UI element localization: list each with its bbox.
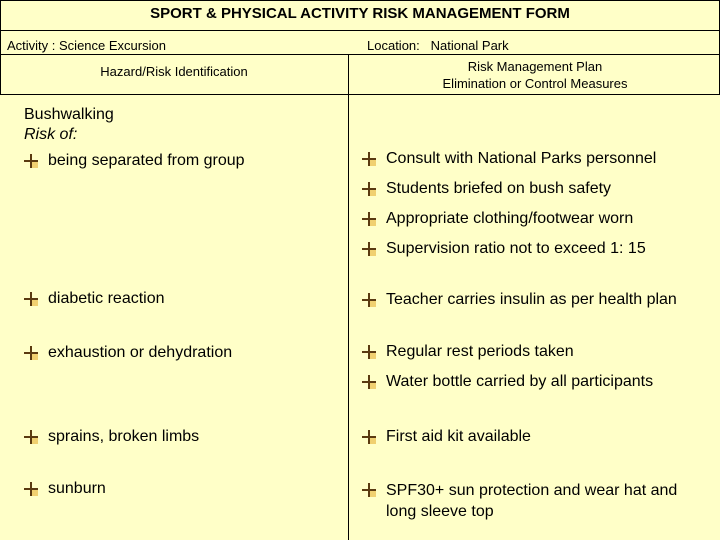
measure-text: Teacher carries insulin as per health plan: [386, 291, 677, 308]
measure-item: [362, 343, 574, 361]
risk-item: [24, 290, 165, 308]
risk-text: being separated from group: [48, 152, 245, 169]
measure-text: Students briefed on bush safety: [386, 180, 612, 197]
risk-item: [24, 152, 245, 170]
plan-column-header: Risk Management Plan: [467, 59, 603, 74]
bullet-marker-icon: [24, 346, 38, 360]
bullet-marker-icon: [24, 430, 38, 444]
bullet-marker-icon: [362, 212, 376, 226]
bullet-marker-icon: [362, 182, 376, 196]
measure-item: [362, 150, 656, 168]
info-divider: [0, 54, 720, 55]
title-divider: [0, 30, 720, 31]
activity-label: Activity : Science Excursion: [7, 38, 166, 53]
bullet-marker-icon: [24, 154, 38, 168]
bullet-marker-icon: [362, 430, 376, 444]
plan-column-subheader: Elimination or Control Measures: [442, 76, 628, 91]
risk-item: [24, 344, 232, 362]
risk-item: [24, 428, 199, 446]
bullet-marker-icon: [24, 482, 38, 496]
column-divider: [348, 54, 349, 540]
bullet-marker-icon: [362, 345, 376, 359]
measure-text: Regular rest periods taken: [386, 343, 574, 360]
measure-text: Consult with National Parks personnel: [386, 150, 657, 167]
risk-text: diabetic reaction: [48, 290, 165, 307]
measure-item: [362, 373, 653, 391]
measure-item: [362, 180, 611, 198]
measure-text: SPF30+ sun protection and wear hat and long sleeve top: [386, 482, 678, 520]
bullet-marker-icon: [362, 483, 376, 497]
measure-item: [362, 240, 646, 258]
form-title: SPORT & PHYSICAL ACTIVITY RISK MANAGEMENT FORM: [150, 5, 570, 22]
section-subtitle: Risk of:: [24, 126, 78, 143]
measure-text: Appropriate clothing/footwear worn: [386, 210, 634, 227]
header-divider: [0, 94, 720, 95]
section-title: Bushwalking: [24, 106, 114, 123]
measure-text: First aid kit available: [386, 428, 531, 445]
bullet-marker-icon: [362, 242, 376, 256]
measure-item: [362, 480, 707, 522]
measure-item: [362, 428, 531, 446]
hazard-column-header: Hazard/Risk Identification: [100, 64, 248, 79]
location-label: Location: National Park: [367, 38, 509, 53]
measure-item: [362, 210, 633, 228]
risk-text: sunburn: [48, 480, 106, 497]
risk-text: exhaustion or dehydration: [48, 344, 233, 361]
measure-item: [362, 291, 677, 309]
risk-item: [24, 480, 106, 498]
bullet-marker-icon: [362, 375, 376, 389]
bullet-marker-icon: [362, 293, 376, 307]
risk-text: sprains, broken limbs: [48, 428, 200, 445]
measure-text: Supervision ratio not to exceed 1: 15: [386, 240, 646, 257]
measure-text: Water bottle carried by all participants: [386, 373, 654, 390]
top-border: [0, 0, 720, 1]
bullet-marker-icon: [24, 292, 38, 306]
bullet-marker-icon: [362, 152, 376, 166]
